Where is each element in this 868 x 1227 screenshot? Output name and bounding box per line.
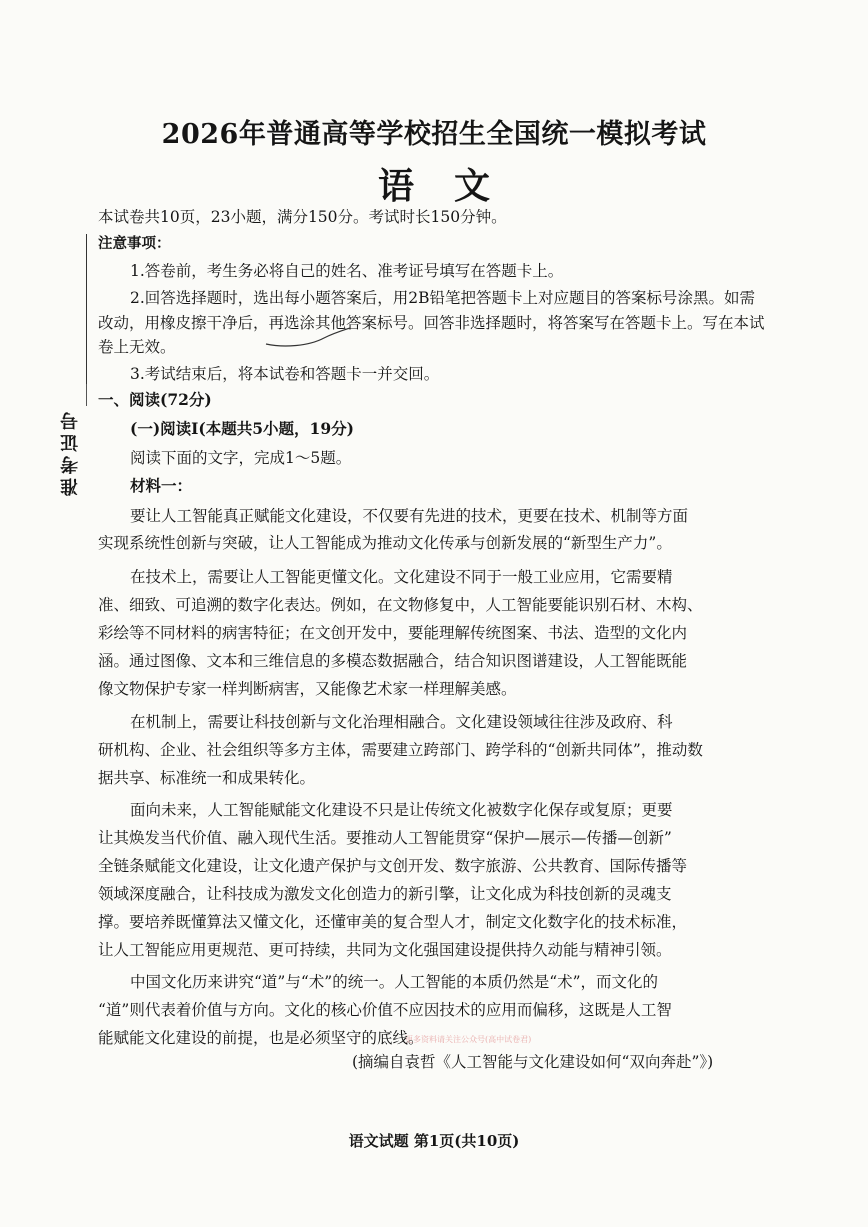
- reading-instruction: 阅读下面的文字，完成1～5题。: [130, 449, 352, 467]
- passage-line: 全链条赋能文化建设，让文化遗产保护与文创开发、数字旅游、公共教育、国际传播等: [98, 857, 688, 875]
- notice-item-2-line-1: 2.回答选择题时，选出每小题答案后，用2B铅笔把答题卡上对应题目的答案标号涂黑。如需: [130, 289, 756, 307]
- passage-line: 据共享、标准统一和成果转化。: [98, 769, 316, 787]
- notice-item-1: 1.答卷前，考生务必将自己的姓名、准考证号填写在答题卡上。: [130, 262, 564, 280]
- section-sub-heading: (一)阅读Ⅰ(本题共5小题，19分): [130, 419, 354, 438]
- passage-line: 面向未来，人工智能赋能文化建设不只是让传统文化被数字化保存或复原；更要: [130, 801, 673, 819]
- candidate-number-label: 准考证号: [60, 408, 81, 496]
- passage-line: 彩绘等不同材料的病害特征；在文创开发中，要能理解传统图案、书法、造型的文化内: [98, 624, 688, 642]
- passage-line: 中国文化历来讲究“道”与“术”的统一。人工智能的本质仍然是“术”，而文化的: [130, 973, 659, 991]
- passage-line: 让人工智能应用更规范、更可持续，共同为文化强国建设提供持久动能与精神引领。: [98, 941, 672, 959]
- material-label: 材料一：: [130, 476, 193, 495]
- passage-line: 像文物保护专家一样判断病害，又能像艺术家一样理解美感。: [98, 680, 517, 698]
- passage-line: 实现系统性创新与突破，让人工智能成为推动文化传承与创新发展的“新型生产力”。: [98, 534, 672, 552]
- side-answer-line: [86, 234, 87, 384]
- passage-line: 准、细致、可追溯的数字化表达。例如，在文物修复中，人工智能要能识别石材、木构、: [98, 596, 703, 614]
- subject-title: 语文: [377, 165, 530, 207]
- notice-item-3: 3.考试结束后，将本试卷和答题卡一并交回。: [130, 365, 440, 383]
- passage-line: 撑。要培养既懂算法又懂文化，还懂审美的复合型人才，制定文化数字化的技术标准，: [98, 913, 688, 931]
- exam-intro: 本试卷共10页，23小题，满分150分。考试时长150分钟。: [98, 208, 507, 226]
- passage-line: 领域深度融合，让科技成为激发文化创造力的新引擎，让文化成为科技创新的灵魂支: [98, 885, 672, 903]
- passage-line: 要让人工智能真正赋能文化建设，不仅要有先进的技术，更要在技术、机制等方面: [130, 507, 689, 525]
- side-answer-line-lower: [86, 384, 87, 406]
- section-heading: 一、阅读(72分): [98, 390, 212, 409]
- notice-heading: 注意事项：: [98, 235, 171, 252]
- exam-title: 2026年普通高等学校招生全国统一模拟考试: [161, 119, 707, 150]
- passage-line: 研机构、企业、社会组织等多方主体，需要建立跨部门、跨学科的“创新共同体”，推动数: [98, 741, 703, 759]
- pen-mark: [264, 326, 354, 350]
- passage-line: 涵。通过图像、文本和三维信息的多模态数据融合，结合知识图谱建设，人工智能既能: [98, 652, 688, 670]
- passage-line: 在机制上，需要让科技创新与文化治理相融合。文化建设领域往往涉及政府、科: [130, 713, 673, 731]
- passage-line: 能赋能文化建设的前提，也是必须坚守的底线。: [98, 1029, 424, 1047]
- passage-line: “道”则代表着价值与方向。文化的核心价值不应因技术的应用而偏移，这既是人工智: [98, 1001, 672, 1019]
- notice-item-2-line-3: 卷上无效。: [98, 338, 176, 356]
- page-footer: 语文试题 第1页(共10页): [348, 1132, 520, 1150]
- passage-source: (摘编自袁哲《人工智能与文化建设如何“双向奔赴”》): [352, 1053, 714, 1071]
- passage-line: 让其焕发当代价值、融入现代生活。要推动人工智能贯穿“保护—展示—传播—创新”: [98, 829, 672, 847]
- notice-item-2-line-2: 改动，用橡皮擦干净后，再选涂其他答案标号。回答非选择题时，将答案写在答题卡上。写在本试: [98, 314, 765, 332]
- passage-line: 在技术上，需要让人工智能更懂文化。文化建设不同于一般工业应用，它需要精: [130, 568, 673, 586]
- watermark: 更多资料请关注公众号(高中试卷君): [405, 1035, 532, 1044]
